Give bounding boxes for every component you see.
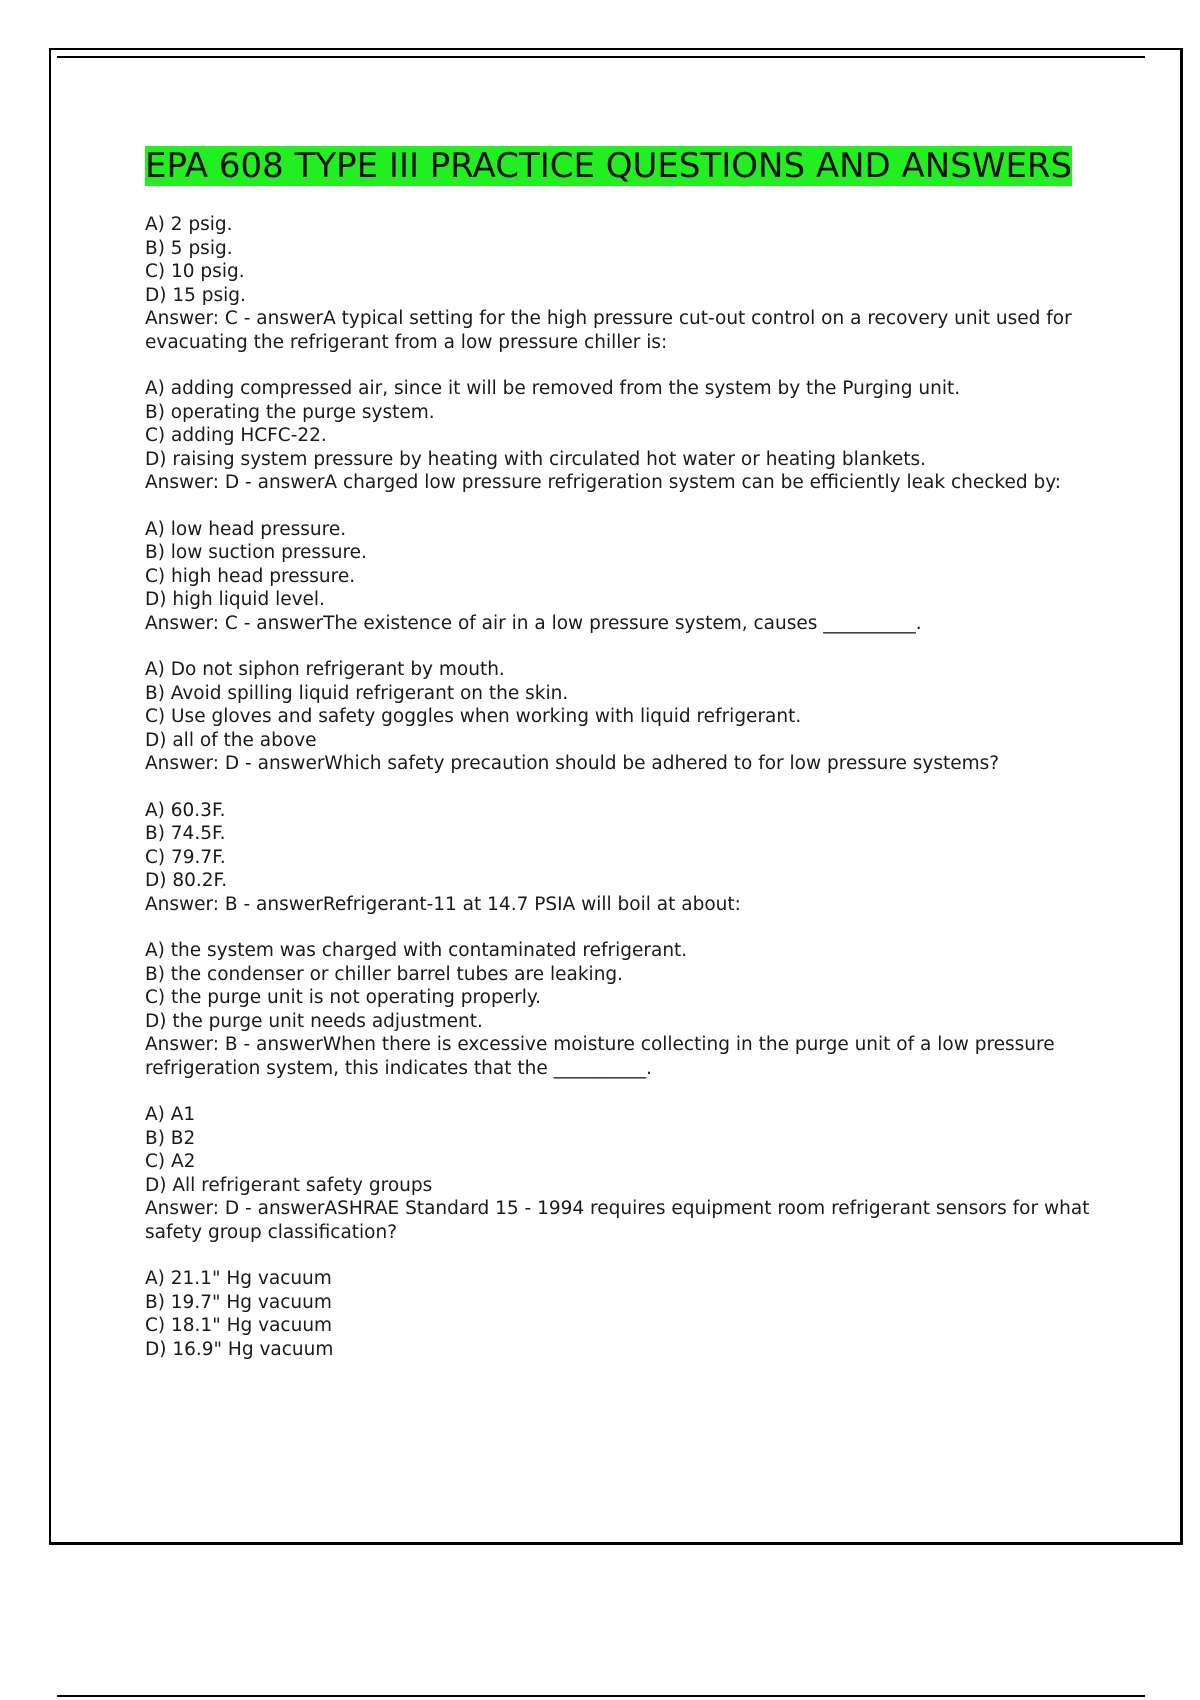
answer-option: B) Avoid spilling liquid refrigerant on the skin.: [145, 682, 569, 704]
highlighted-title-text: EPA 608 TYPE III PRACTICE QUESTIONS AND ANSWERS: [145, 146, 1073, 186]
document-title: [145, 145, 1105, 187]
answer-option: B) low suction pressure.: [145, 542, 367, 563]
question-block: [145, 1103, 1105, 1244]
answer-line: Answer: C - answerThe existence of air in a low pressure system, causes __________.: [145, 612, 922, 634]
answer-option: D) All refrigerant safety groups: [145, 1174, 433, 1196]
question-block: [145, 658, 1105, 776]
answer-option: B) operating the purge system.: [145, 401, 435, 423]
answer-option: C) the purge unit is not operating properly.: [145, 987, 542, 1008]
document-body: [145, 145, 1105, 1384]
answer-line: Answer: D - answerASHRAE Standard 15 - 1994 requires equipment room refrigerant sensors for what safety group classification?: [145, 1198, 1096, 1243]
answer-line: Answer: B - answerWhen there is excessive moisture collecting in the purge unit of a low pressure refrigeration system, this indicates that the __________.: [145, 1034, 1061, 1079]
answer-option: A) 21.1" Hg vacuum: [145, 1268, 332, 1289]
answer-option: A) Do not siphon refrigerant by mouth.: [145, 659, 505, 680]
answer-option: D) 15 psig.: [145, 284, 246, 306]
answer-option: B) B2: [145, 1127, 196, 1149]
answer-option: B) 74.5F.: [145, 823, 226, 844]
answer-option: A) 2 psig.: [145, 214, 233, 235]
answer-option: D) raising system pressure by heating with circulated hot water or heating blankets.: [145, 448, 927, 470]
answer-line: Answer: B - answerRefrigerant-11 at 14.7 PSIA will boil at about:: [145, 893, 741, 915]
answer-option: A) low head pressure.: [145, 518, 347, 540]
answer-option: B) 5 psig.: [145, 237, 233, 259]
question-block: [145, 518, 1105, 636]
answer-line: Answer: D - answerWhich safety precaution should be adhered to for low pressure systems?: [145, 753, 1000, 774]
answer-line: Answer: D - answerA charged low pressure refrigeration system can be efficiently leak checked by:: [145, 472, 1062, 493]
bottom-rule: [57, 1695, 1145, 1697]
answer-option: C) 10 psig.: [145, 261, 245, 282]
question-block: [145, 377, 1105, 495]
top-rule: [57, 56, 1145, 58]
answer-option: D) high liquid level.: [145, 589, 325, 610]
answer-option: D) all of the above: [145, 729, 317, 751]
answer-option: A) adding compressed air, since it will be removed from the system by the Purging unit.: [145, 378, 961, 399]
answer-option: A) the system was charged with contaminated refrigerant.: [145, 940, 688, 961]
answer-option: B) 19.7" Hg vacuum: [145, 1291, 332, 1313]
answer-option: C) 79.7F.: [145, 846, 226, 868]
question-block: [145, 799, 1105, 917]
answer-option: C) A2: [145, 1151, 196, 1172]
answer-option: D) 80.2F.: [145, 870, 228, 891]
question-block: [145, 213, 1105, 354]
question-list: [145, 213, 1105, 1361]
question-block: [145, 939, 1105, 1080]
answer-option: C) Use gloves and safety goggles when working with liquid refrigerant.: [145, 706, 802, 727]
answer-option: D) the purge unit needs adjustment.: [145, 1010, 483, 1032]
answer-line: Answer: C - answerA typical setting for the high pressure cut-out control on a recovery unit used for evacuating the refrigerant from a low pressure chiller is:: [145, 308, 1078, 353]
question-block: [145, 1267, 1105, 1361]
answer-option: C) high head pressure.: [145, 565, 356, 587]
answer-option: C) 18.1" Hg vacuum: [145, 1315, 333, 1336]
answer-option: C) adding HCFC-22.: [145, 425, 327, 446]
answer-option: D) 16.9" Hg vacuum: [145, 1338, 334, 1360]
answer-option: A) 60.3F.: [145, 799, 226, 821]
answer-option: B) the condenser or chiller barrel tubes are leaking.: [145, 963, 624, 985]
answer-option: A) A1: [145, 1104, 196, 1125]
